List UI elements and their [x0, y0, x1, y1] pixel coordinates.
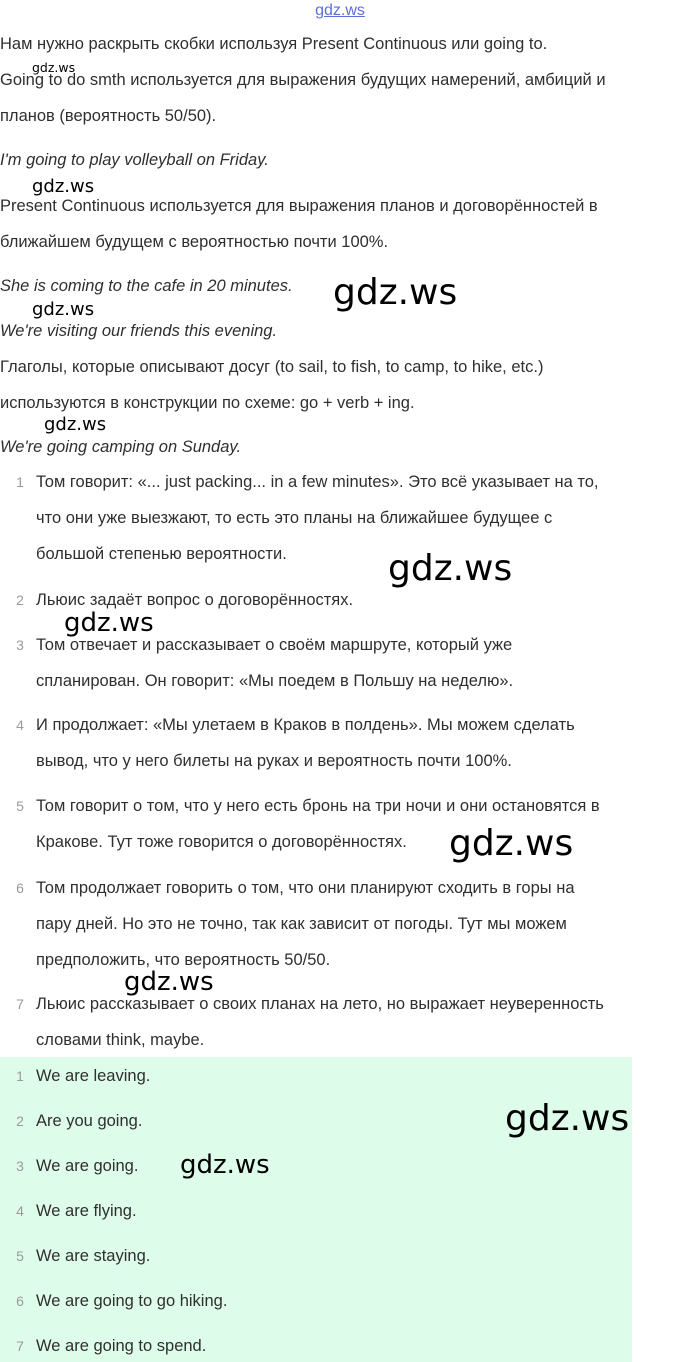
item-text: словами think, maybe. [36, 1031, 205, 1049]
watermark: gdz.ws [180, 1150, 270, 1180]
intro-text: Going to do smth используется для выражения будущих намерений, амбиций и [0, 71, 606, 89]
watermark: gdz.ws [32, 299, 95, 320]
item-text: спланирован. Он говорит: «Мы поедем в Польшу на неделю». [36, 672, 514, 690]
item-text: Льюис задаёт вопрос о договорённостях. [36, 591, 354, 609]
item-text: Кракове. Тут тоже говорится о договорённостях. [36, 833, 407, 851]
item-text: пару дней. Но это не точно, так как зависит от погоды. Тут мы можем [36, 915, 567, 933]
item-number: 5 [16, 1248, 24, 1264]
item-text: Том продолжает говорить о том, что они планируют сходить в горы на [36, 879, 575, 897]
watermark: gdz.ws [388, 548, 513, 589]
item-number: 4 [16, 1203, 24, 1219]
item-number: 6 [16, 880, 24, 896]
intro-text: Глаголы, которые описывают досуг (to sail, to fish, to camp, to hike, etc.) [0, 358, 544, 376]
watermark: gdz.ws [124, 967, 214, 997]
item-text: предположить, что вероятность 50/50. [36, 951, 331, 969]
watermark: gdz.ws [333, 272, 458, 313]
item-text: большой степенью вероятности. [36, 545, 287, 563]
item-text: И продолжает: «Мы улетаем в Краков в полдень». Мы можем сделать [36, 716, 575, 734]
watermark: gdz.ws [64, 608, 154, 638]
watermark: gdz.ws [505, 1098, 630, 1139]
intro-text: планов (вероятность 50/50). [0, 107, 217, 125]
item-text: Том говорит о том, что у него есть бронь на три ночи и они остановятся в [36, 797, 600, 815]
watermark: gdz.ws [32, 176, 95, 197]
item-text: вывод, что у него билеты на руках и вероятность почти 100%. [36, 752, 512, 770]
answer-text: We are going. [36, 1157, 139, 1175]
example-sentence: We're going camping on Sunday. [0, 438, 242, 456]
item-number: 7 [16, 996, 24, 1012]
watermark: gdz.ws [44, 414, 107, 435]
example-sentence: We're visiting our friends this evening. [0, 322, 278, 340]
answer-text: Are you going. [36, 1112, 143, 1130]
item-number: 3 [16, 1158, 24, 1174]
intro-text: используются в конструкции по схеме: go + verb + ing. [0, 394, 415, 412]
site-link[interactable]: gdz.ws [315, 2, 365, 19]
answer-text: We are flying. [36, 1202, 137, 1220]
example-sentence: I'm going to play volleyball on Friday. [0, 151, 269, 169]
item-number: 1 [16, 474, 24, 490]
item-number: 6 [16, 1293, 24, 1309]
watermark: gdz.ws [449, 823, 574, 864]
answer-text: We are going to go hiking. [36, 1292, 228, 1310]
answer-text: We are staying. [36, 1247, 151, 1265]
item-number: 5 [16, 798, 24, 814]
item-number: 7 [16, 1338, 24, 1354]
answer-text: We are leaving. [36, 1067, 151, 1085]
item-text: Том говорит: «... just packing... in a few minutes». Это всё указывает на то, [36, 473, 599, 491]
watermark: gdz.ws [32, 60, 76, 75]
item-number: 3 [16, 637, 24, 653]
intro-text: ближайшем будущем с вероятностью почти 100%. [0, 233, 389, 251]
item-number: 1 [16, 1068, 24, 1084]
intro-text: Нам нужно раскрыть скобки используя Present Continuous или going to. [0, 35, 548, 53]
item-text: Том отвечает и рассказывает о своём маршруте, который уже [36, 636, 513, 654]
item-number: 2 [16, 592, 24, 608]
item-text: что они уже выезжают, то есть это планы на ближайшее будущее с [36, 509, 553, 527]
answer-text: We are going to spend. [36, 1337, 207, 1355]
item-number: 2 [16, 1113, 24, 1129]
item-number: 4 [16, 717, 24, 733]
example-sentence: She is coming to the cafe in 20 minutes. [0, 277, 293, 295]
intro-text: Present Continuous используется для выражения планов и договорённостей в [0, 197, 598, 215]
item-text: Льюис рассказывает о своих планах на лето, но выражает неуверенность [36, 995, 604, 1013]
